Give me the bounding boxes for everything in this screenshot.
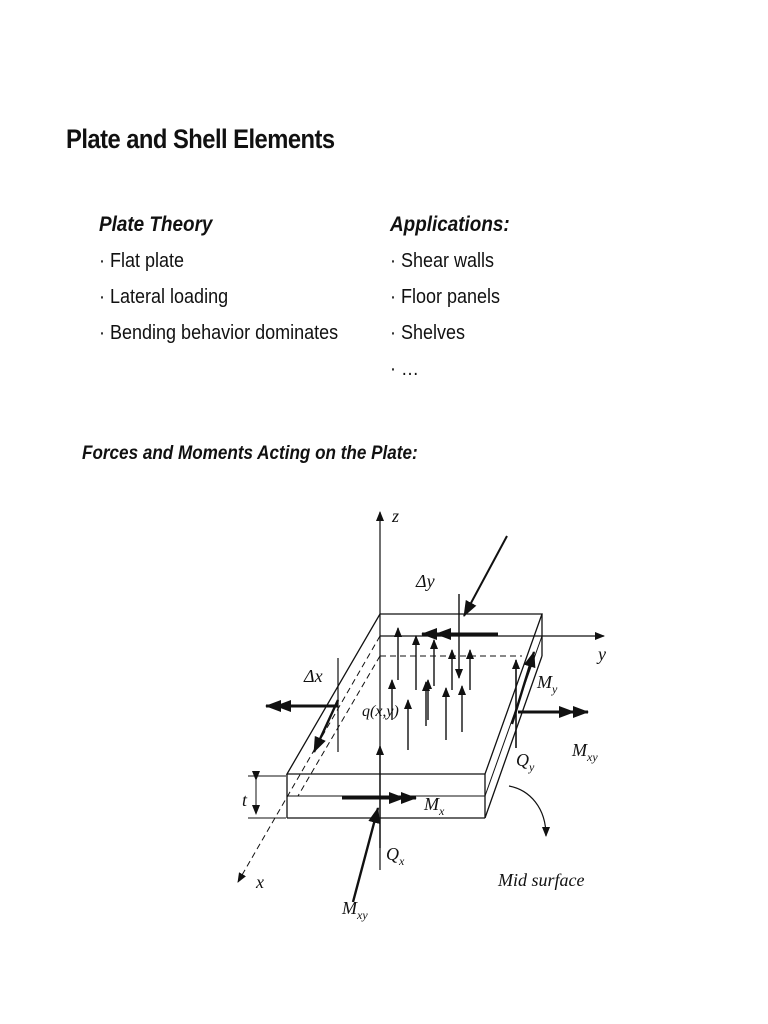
delta-x-label: Δx (304, 666, 323, 686)
plate-theory-item: · Lateral loading (99, 286, 229, 308)
plate-theory-item: · Flat plate (99, 250, 185, 272)
mid-surface-leader (509, 786, 546, 836)
load-label: q(x,y) (362, 703, 399, 720)
plate (287, 614, 542, 818)
applications-item: · Shelves (390, 322, 466, 344)
slide-title: Plate and Shell Elements (66, 124, 335, 154)
plate-theory-heading: Plate Theory (99, 213, 213, 236)
delta-y-label: Δy (416, 571, 435, 591)
Mxy-right-label: $M_{xy}$ (572, 740, 598, 764)
Mxy-bottom-label: $M_{xy}$ (342, 898, 368, 922)
mid-surface-label: Mid surface (498, 870, 585, 890)
My-label: $M_y$ (537, 672, 558, 696)
z-axis-label: z (392, 506, 400, 526)
x-axis-label: x (256, 872, 264, 892)
thickness-label: t (242, 790, 248, 810)
plate-top-face (287, 614, 542, 774)
thickness-dimension (248, 776, 286, 818)
Mxy-bottom-arrow (353, 808, 378, 902)
Qy-label: $Q_y$ (516, 750, 535, 774)
y-axis-label: y (598, 644, 606, 664)
shear-arrow-top-inclined (464, 536, 507, 616)
Qx-label: $Q_x$ (386, 844, 405, 868)
axes (238, 512, 604, 882)
applications-item: · Floor panels (390, 286, 501, 308)
applications-item: · Shear walls (390, 250, 495, 272)
applications-item: · … (390, 358, 419, 380)
forces-heading: Forces and Moments Acting on the Plate: (82, 443, 418, 464)
applications-heading: Applications: (390, 213, 510, 236)
Mx-label: $M_x$ (424, 794, 445, 818)
plate-theory-item: · Bending behavior dominates (99, 322, 339, 344)
